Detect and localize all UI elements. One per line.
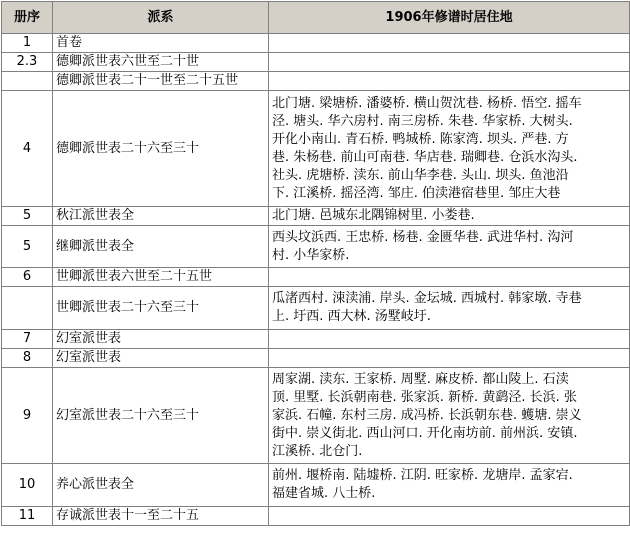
branch-cell: 存诚派世表十一至二十五 <box>53 507 269 526</box>
header-row <box>2 2 630 34</box>
volume-cell: 2.3 <box>2 53 53 72</box>
branch-cell: 秋江派世表全 <box>53 207 269 226</box>
residence-cell: 前州. 堰桥南. 陆墟桥. 江阴. 旺家桥. 龙塘岸. 孟家宕. 福建省城. 八士桥. <box>269 464 630 507</box>
table-row <box>2 287 630 330</box>
table-row <box>2 226 630 268</box>
table-row <box>2 349 630 368</box>
header-volume: 册序 <box>2 2 53 34</box>
volume-cell: 4 <box>2 91 53 207</box>
volume-cell: 11 <box>2 507 53 526</box>
header-residence: 1906年修谱时居住地 <box>269 2 630 34</box>
volume-cell <box>2 287 53 330</box>
residence-cell <box>269 330 630 349</box>
residence-cell: 西头坟浜西. 王忠桥. 杨巷. 金匮华巷. 武进华村. 沟河 村. 小华家桥. <box>269 226 630 268</box>
branch-cell: 德卿派世表六世至二十世 <box>53 53 269 72</box>
table-row <box>2 268 630 287</box>
genealogy-table <box>1 1 630 526</box>
branch-cell: 德卿派世表二十一世至二十五世 <box>53 72 269 91</box>
volume-cell: 9 <box>2 368 53 464</box>
residence-cell <box>269 34 630 53</box>
volume-cell: 6 <box>2 268 53 287</box>
table-row <box>2 53 630 72</box>
volume-cell: 10 <box>2 464 53 507</box>
residence-cell <box>269 507 630 526</box>
branch-cell: 养心派世表全 <box>53 464 269 507</box>
residence-cell: 周家湖. 渎东. 王家桥. 周墅. 麻皮桥. 都山陵上. 石渎 顶. 里墅. 长浜朝南巷. 张家浜. 新桥. 黄鹞泾. 长浜. 张 家浜. 石幢. 东村三房. 成冯桥. 长浜朝东巷. 蠖塘. 崇义 街中. 崇义街北. 西山河口. 开化南坊前. 前州浜. 安镇. 江溪桥. 北仓门. <box>269 368 630 464</box>
residence-cell: 北门塘. 梁塘桥. 潘婆桥. 横山贺沈巷. 杨桥. 悟空. 摇车 泾. 塘头. 华六房村. 南三房桥. 朱巷. 华家桥. 大树头. 开化小南山. 青石桥. 鸭城桥. 陈家湾. 坝头. 严巷. 方 巷. 朱杨巷. 前山可南巷. 华店巷. 瑞卿巷. 仓浜水沟头. 社头. 虎塘桥. 渎东. 前山华李巷. 头山. 坝头. 鱼池沿 下. 江溪桥. 摇泾湾. 邹庄. 伯渎港宿巷里. 邹庄大巷 <box>269 91 630 207</box>
branch-cell: 幻室派世表 <box>53 349 269 368</box>
residence-cell: 瓜渚西村. 涑渎浦. 岸头. 金坛城. 西城村. 韩家墩. 寺巷 上. 圩西. 西大林. 汤墅岐圩. <box>269 287 630 330</box>
table-row <box>2 464 630 507</box>
header-branch: 派系 <box>53 2 269 34</box>
volume-cell: 8 <box>2 349 53 368</box>
volume-cell <box>2 72 53 91</box>
table-row <box>2 34 630 53</box>
branch-cell: 继卿派世表全 <box>53 226 269 268</box>
branch-cell: 幻室派世表 <box>53 330 269 349</box>
volume-cell: 1 <box>2 34 53 53</box>
volume-cell: 5 <box>2 226 53 268</box>
branch-cell: 首卷 <box>53 34 269 53</box>
table-row <box>2 368 630 464</box>
branch-cell: 世卿派世表六世至二十五世 <box>53 268 269 287</box>
branch-cell: 幻室派世表二十六至三十 <box>53 368 269 464</box>
residence-cell <box>269 349 630 368</box>
table-row <box>2 330 630 349</box>
branch-cell: 世卿派世表二十六至三十 <box>53 287 269 330</box>
residence-cell: 北门塘. 邑城东北隅锦树里. 小娄巷. <box>269 207 630 226</box>
residence-cell <box>269 53 630 72</box>
table-row <box>2 72 630 91</box>
volume-cell: 5 <box>2 207 53 226</box>
table-row <box>2 91 630 207</box>
residence-cell <box>269 72 630 91</box>
branch-cell: 德卿派世表二十六至三十 <box>53 91 269 207</box>
table-row <box>2 507 630 526</box>
residence-cell <box>269 268 630 287</box>
volume-cell: 7 <box>2 330 53 349</box>
table-row <box>2 207 630 226</box>
